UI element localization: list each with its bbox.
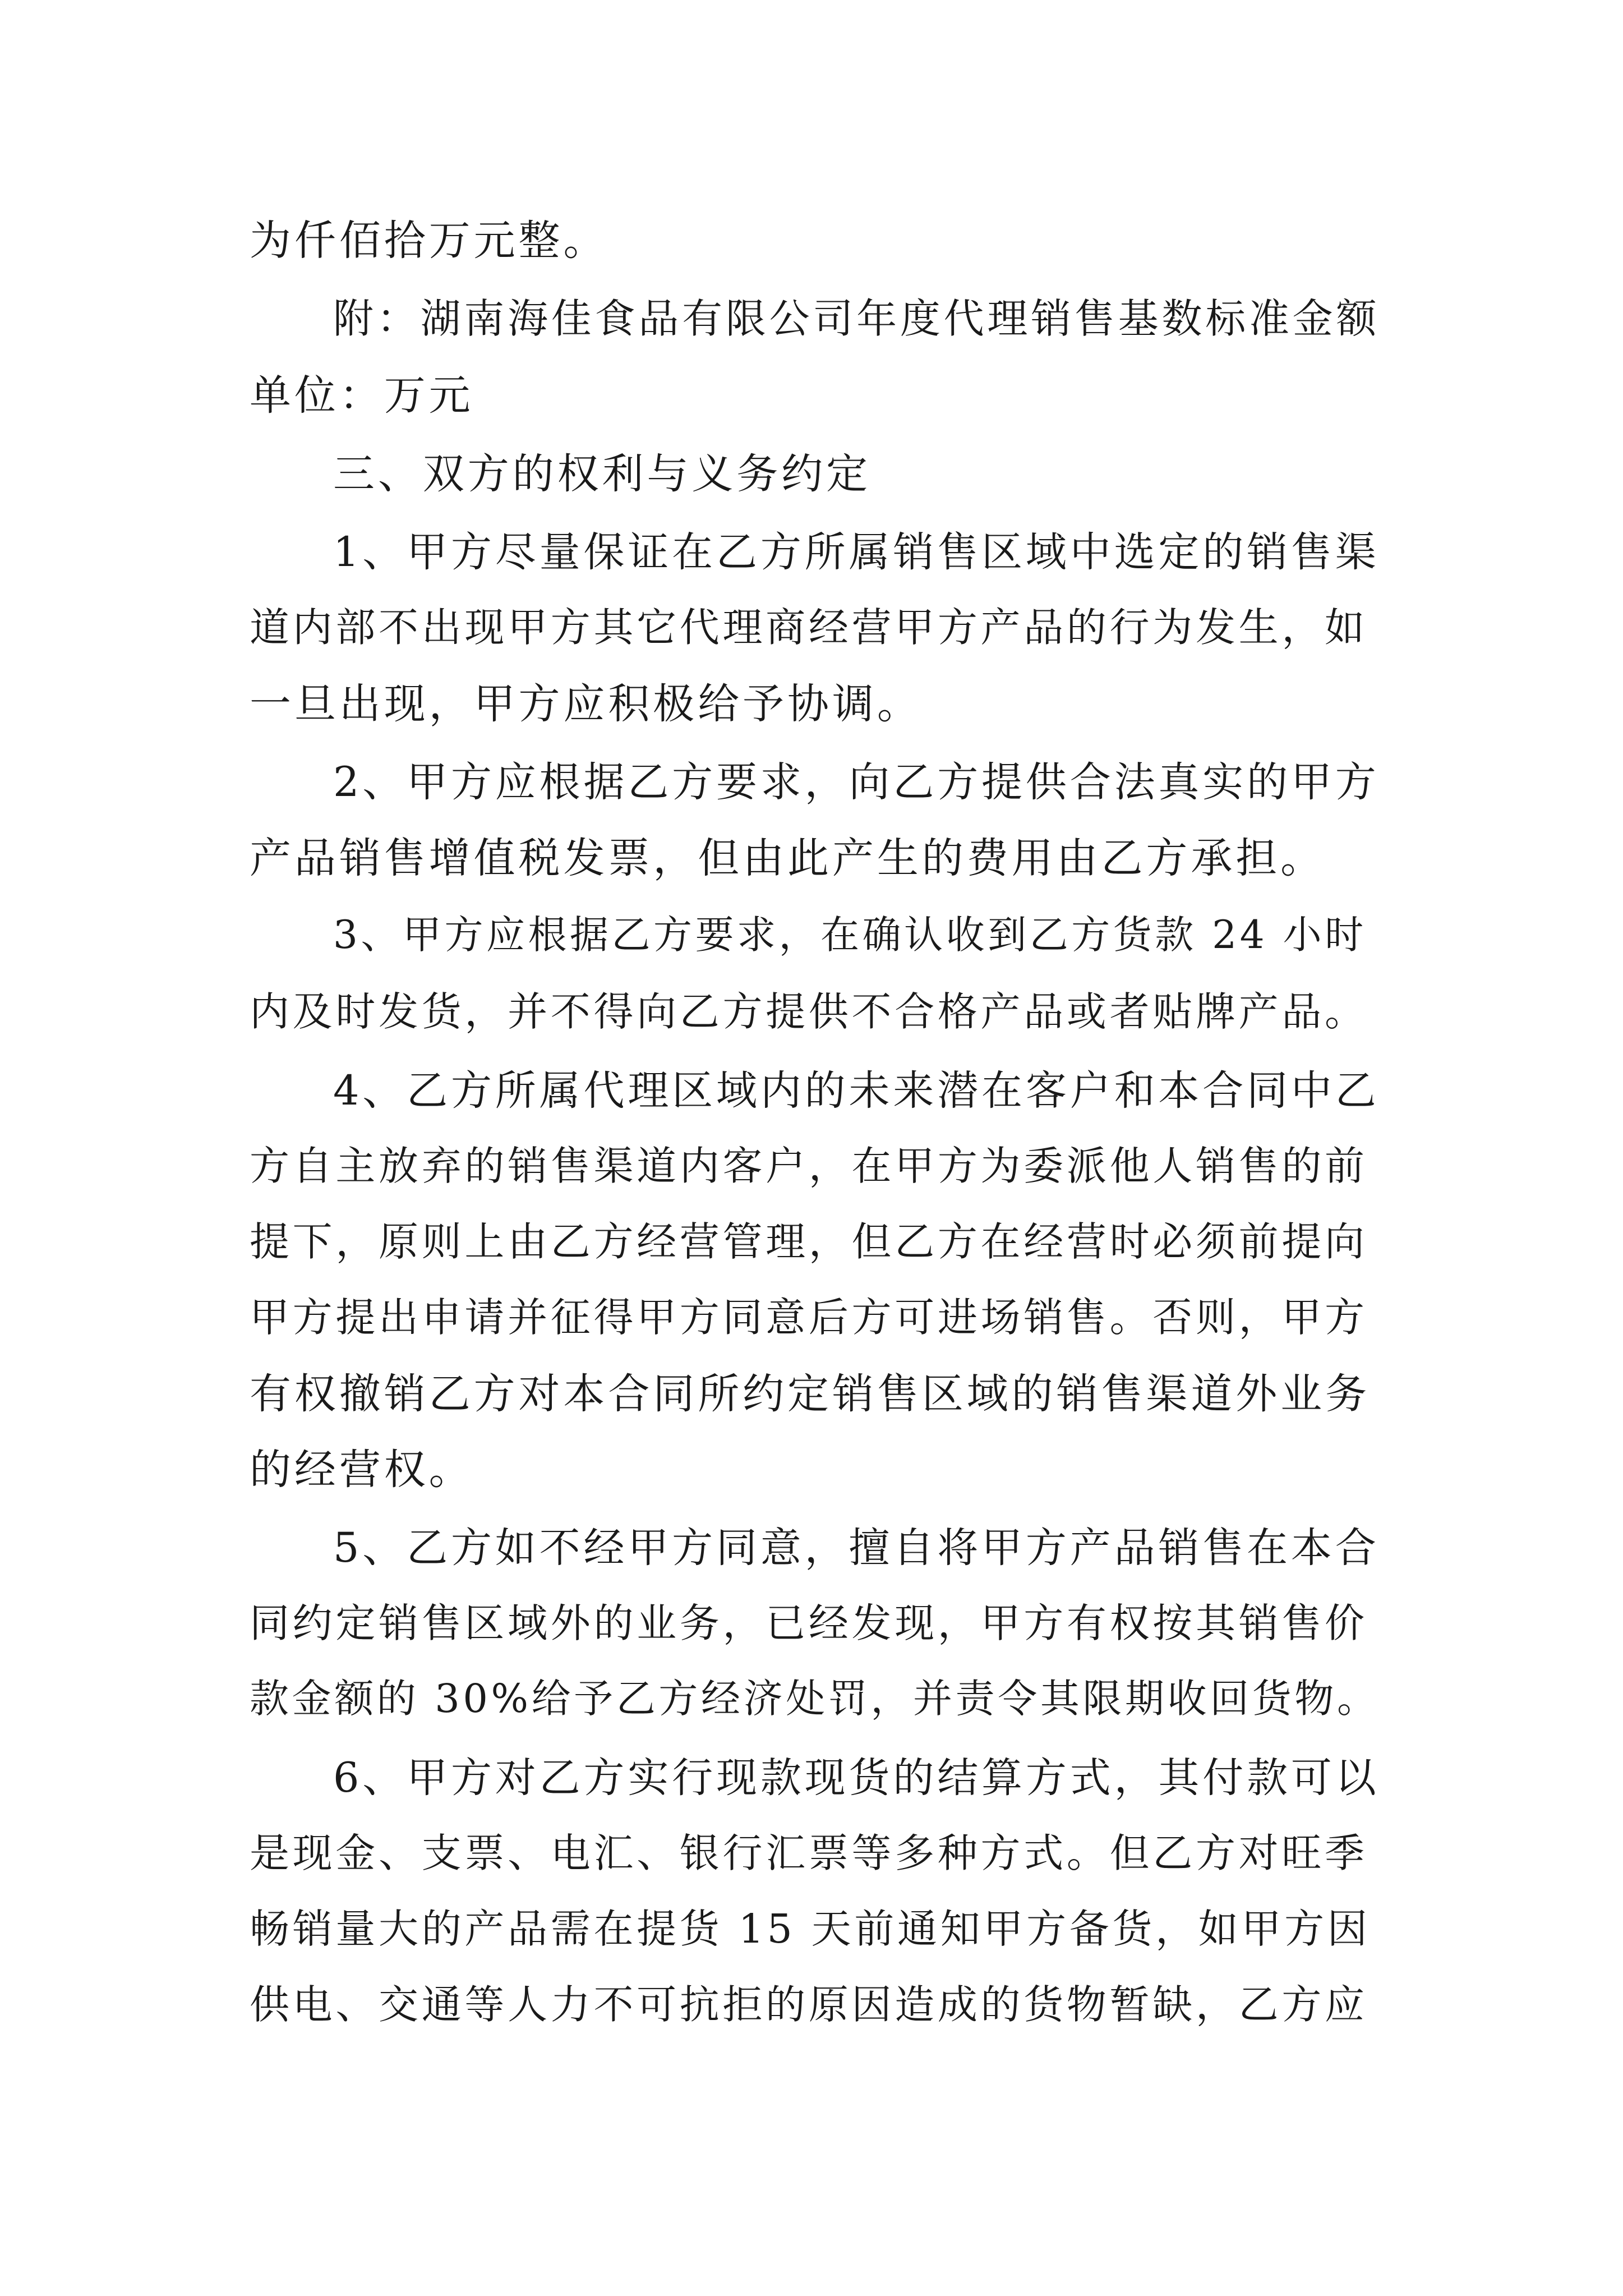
text-line: 5、乙方如不经甲方同意，擅自将甲方产品销售在本合 xyxy=(333,1524,1380,1572)
text-line: 供电、交通等人力不可抗拒的原因造成的货物暂缺，乙方应 xyxy=(250,1981,1368,2028)
text-line: 是现金、支票、电汇、银行汇票等多种方式。但乙方对旺季 xyxy=(250,1830,1368,1876)
text-line: 1、甲方尽量保证在乙方所属销售区域中选定的销售渠 xyxy=(333,528,1380,576)
text-line: 同约定销售区域外的业务，已经发现，甲方有权按其销售价 xyxy=(250,1600,1368,1646)
text-line: 的经营权。 xyxy=(250,1446,474,1494)
text-line: 单位：万元 xyxy=(250,371,474,420)
text-line: 道内部不出现甲方其它代理商经营甲方产品的行为发生，如 xyxy=(250,604,1368,651)
text-line: 甲方提出申请并征得甲方同意后方可进场销售。否则，甲方 xyxy=(250,1294,1368,1341)
text-line: 为仟佰拾万元整。 xyxy=(250,217,608,265)
text-line: 4、乙方所属代理区域内的未来潜在客户和本合同中乙 xyxy=(333,1067,1380,1115)
text-line: 内及时发货，并不得向乙方提供不合格产品或者贴牌产品。 xyxy=(250,988,1368,1035)
text-line: 一旦出现，甲方应积极给予协调。 xyxy=(250,680,922,728)
section-heading: 三、双方的权利与义务约定 xyxy=(333,450,872,498)
text-line: 2、甲方应根据乙方要求，向乙方提供合法真实的甲方 xyxy=(333,758,1380,806)
text-line: 3、甲方应根据乙方要求，在确认收到乙方货款 24 小时 xyxy=(333,913,1367,958)
text-line: 附：湖南海佳食品有限公司年度代理销售基数标准金额 xyxy=(333,295,1380,342)
text-line: 畅销量大的产品需在提货 15 天前通知甲方备货，如甲方因 xyxy=(250,1906,1371,1952)
text-line: 有权撤销乙方对本合同所约定销售区域的销售渠道外业务 xyxy=(250,1370,1370,1418)
text-line: 款金额的 30%给予乙方经济处罚，并责令其限期收回货物。 xyxy=(250,1676,1380,1722)
text-line: 提下，原则上由乙方经营管理，但乙方在经营时必须前提向 xyxy=(250,1218,1368,1265)
text-line: 产品销售增值税发票，但由此产生的费用由乙方承担。 xyxy=(250,834,1326,882)
text-line: 6、甲方对乙方实行现款现货的结算方式，其付款可以 xyxy=(333,1754,1380,1802)
text-line: 方自主放弃的销售渠道内客户，在甲方为委派他人销售的前 xyxy=(250,1143,1368,1189)
